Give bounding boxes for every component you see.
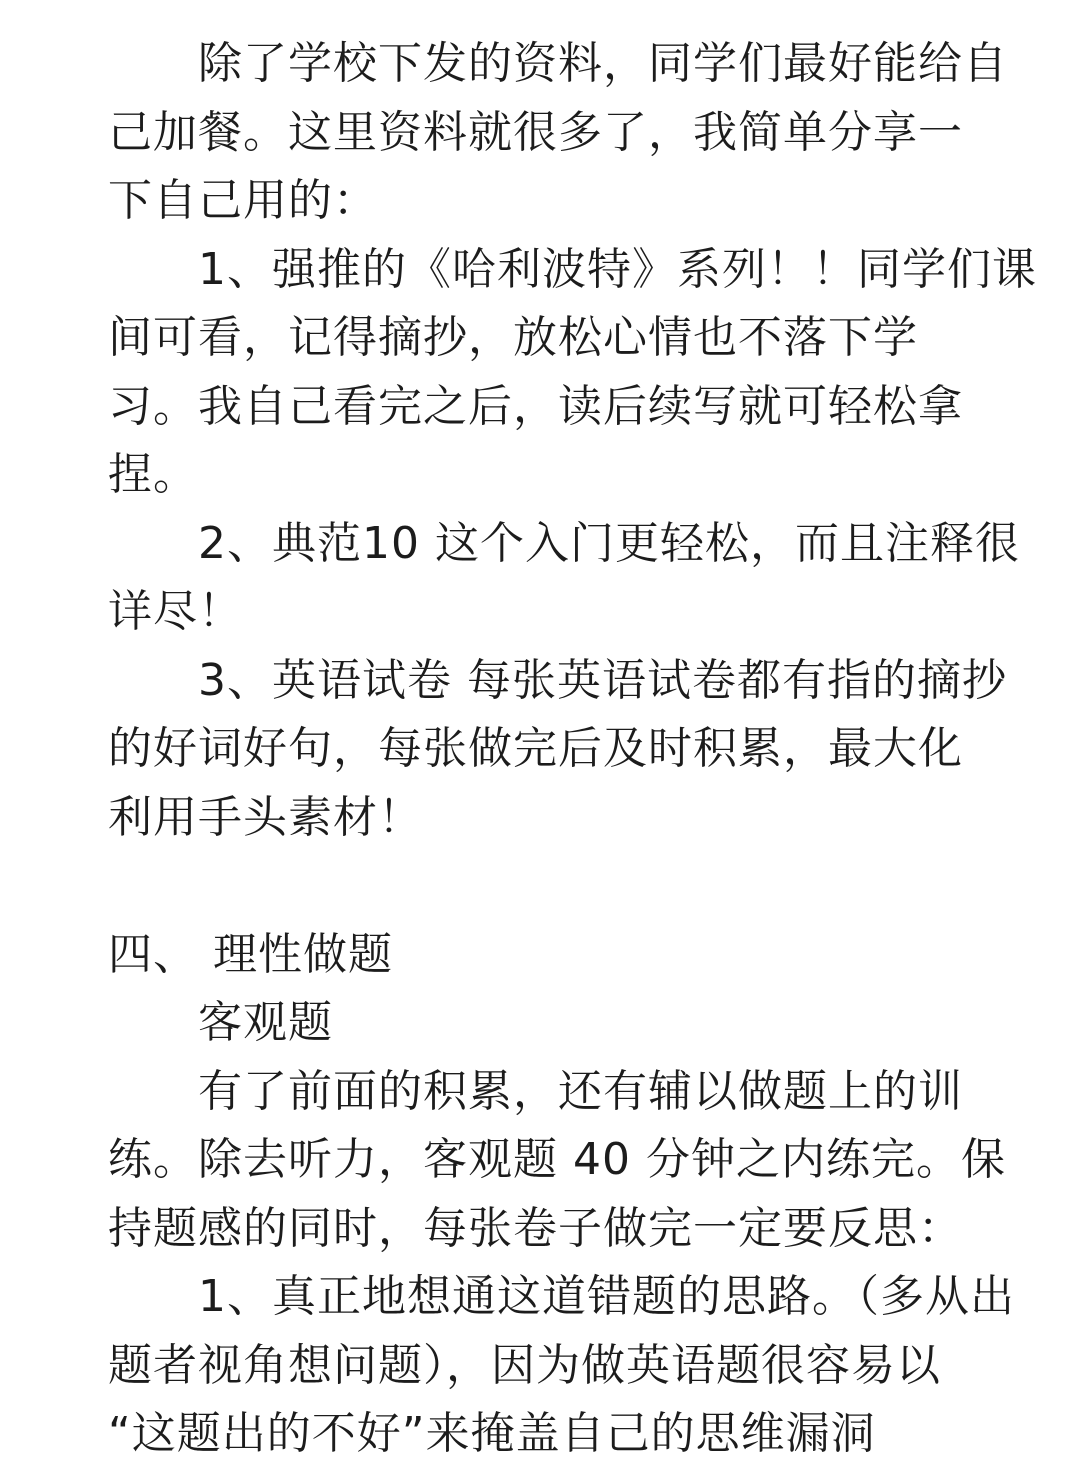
- text-line: 有了前面的积累，还有辅以做题上的训: [108, 1065, 963, 1117]
- text-line: “这题出的不好”来掩盖自己的思维漏洞: [108, 1408, 876, 1459]
- text-line: 3、英语试卷 每张英语试卷都有指的摘抄: [108, 654, 1007, 706]
- text-line: 2、典范10 这个入门更轻松，而且注释很: [108, 517, 1020, 569]
- subheading: 客观题: [108, 997, 333, 1048]
- reflection-item: [108, 1263, 1015, 1469]
- text-line: 捏。: [108, 449, 198, 500]
- intro-paragraph: [108, 30, 1008, 236]
- text-line: 详尽！: [108, 586, 243, 637]
- text-line: 的好词好句，每张做完后及时积累，最大化: [108, 723, 963, 774]
- spacer: [108, 852, 980, 921]
- text-line: 1、强推的《哈利波特》系列！！同学们课: [108, 243, 1037, 295]
- section-heading: 四、 理性做题: [108, 928, 393, 980]
- text-line: 习。我自己看完之后，读后续写就可轻松拿: [108, 380, 963, 432]
- list-item-dianfan: [108, 510, 1020, 647]
- article: [108, 30, 1037, 1469]
- text-line: 题者视角想问题），因为做英语题很容易以: [108, 1339, 941, 1391]
- text-line: 1、真正地想通这道错题的思路。（多从出: [108, 1271, 1015, 1322]
- section-four: [108, 921, 980, 1058]
- text-line: 除了学校下发的资料，同学们最好能给自: [108, 38, 1008, 89]
- text-line: 利用手头素材！: [108, 791, 423, 843]
- body-paragraph: [108, 1058, 1006, 1264]
- text-line: 下自己用的：: [108, 175, 378, 226]
- text-line: 间可看，记得摘抄，放松心情也不落下学: [108, 312, 918, 363]
- list-item-exam-papers: [108, 647, 1007, 853]
- list-item-harry-potter: [108, 236, 1037, 510]
- text-line: 持题感的同时，每张卷子做完一定要反思：: [108, 1202, 963, 1254]
- text-line: 己加餐。这里资料就很多了，我简单分享一: [108, 106, 963, 158]
- text-line: 练。除去听力，客观题 40 分钟之内练完。保: [108, 1134, 1006, 1185]
